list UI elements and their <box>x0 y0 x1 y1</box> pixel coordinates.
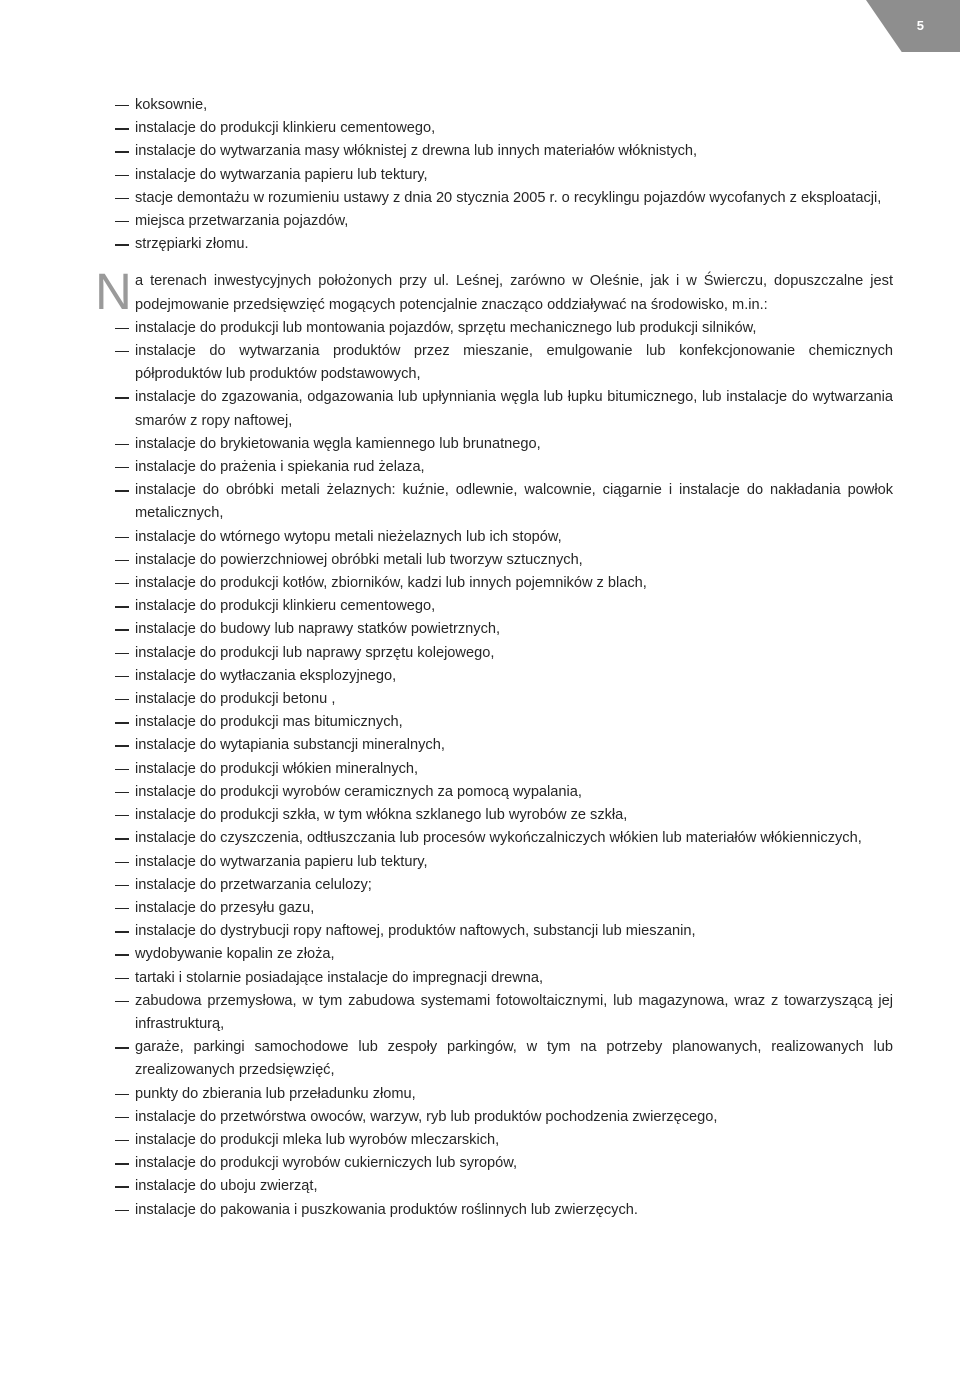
list-item: instalacje do wytwarzania masy włóknistej z drewna lub innych materiałów włóknistych, <box>113 140 893 163</box>
top-list <box>113 94 893 256</box>
document-body <box>95 94 893 1222</box>
list-item: garaże, parkingi samochodowe lub zespoły parkingów, w tym na potrzeby planowanych, realizowanych lub zrealizowanych przedsięwzięć, <box>113 1036 893 1082</box>
page-number: 5 <box>916 18 924 33</box>
list-item: instalacje do produkcji wyrobów ceramicznych za pomocą wypalania, <box>113 781 893 804</box>
intro-text: a terenach inwestycyjnych położonych przy ul. Leśnej, zarówno w Oleśnie, jak i w Świerczu, dopuszczalne jest podejmowanie przedsięwzięć mogących potencjalnie znacząco oddziaływać na środowisko, m.in.: <box>135 273 893 313</box>
list-item: instalacje do produkcji szkła, w tym włókna szklanego lub wyrobów ze szkła, <box>113 804 893 827</box>
list-item: instalacje do wytwarzania papieru lub tektury, <box>113 851 893 874</box>
page-number-tab <box>866 0 960 52</box>
list-item: instalacje do wytwarzania produktów przez mieszanie, emulgowanie lub konfekcjonowanie chemicznych półproduktów lub produktów podstawowych, <box>113 340 893 386</box>
list-item: instalacje do obróbki metali żelaznych: kuźnie, odlewnie, walcownie, ciągarnie i instalacje do nakładania powłok metalicznych, <box>113 479 893 525</box>
list-item: instalacje do produkcji betonu , <box>113 688 893 711</box>
list-item: instalacje do wytwarzania papieru lub tektury, <box>113 164 893 187</box>
list-item: instalacje do przetwórstwa owoców, warzyw, ryb lub produktów pochodzenia zwierzęcego, <box>113 1106 893 1129</box>
list-item: instalacje do produkcji wyrobów cukierniczych lub syropów, <box>113 1152 893 1175</box>
list-item: instalacje do produkcji lub naprawy sprzętu kolejowego, <box>113 642 893 665</box>
list-item: miejsca przetwarzania pojazdów, <box>113 210 893 233</box>
list-item: instalacje do wytapiania substancji mineralnych, <box>113 734 893 757</box>
intro-paragraph <box>95 263 893 321</box>
list-item: instalacje do prażenia i spiekania rud żelaza, <box>113 456 893 479</box>
list-item: instalacje do budowy lub naprawy statków powietrznych, <box>113 618 893 641</box>
list-item: instalacje do produkcji mas bitumicznych, <box>113 711 893 734</box>
list-item: instalacje do produkcji lub montowania pojazdów, sprzętu mechanicznego lub produkcji silników, <box>113 317 893 340</box>
list-item: instalacje do wytłaczania eksplozyjnego, <box>113 665 893 688</box>
list-item: punkty do zbierania lub przeładunku złomu, <box>113 1083 893 1106</box>
list-item: tartaki i stolarnie posiadające instalacje do impregnacji drewna, <box>113 967 893 990</box>
list-item: instalacje do powierzchniowej obróbki metali lub tworzyw sztucznych, <box>113 549 893 572</box>
list-item: instalacje do czyszczenia, odtłuszczania lub procesów wykończalniczych włókien lub materiałów włókienniczych, <box>113 827 893 850</box>
list-item: instalacje do uboju zwierząt, <box>113 1175 893 1198</box>
list-item: instalacje do produkcji klinkieru cementowego, <box>113 117 893 140</box>
list-item: strzępiarki złomu. <box>113 233 893 256</box>
list-item: instalacje do brykietowania węgla kamiennego lub brunatnego, <box>113 433 893 456</box>
drop-cap: N <box>95 263 132 321</box>
list-item: instalacje do wtórnego wytopu metali nieżelaznych lub ich stopów, <box>113 526 893 549</box>
list-item: instalacje do dystrybucji ropy naftowej, produktów naftowych, substancji lub mieszanin, <box>113 920 893 943</box>
list-item: stacje demontażu w rozumieniu ustawy z dnia 20 stycznia 2005 r. o recyklingu pojazdów wycofanych z eksploatacji, <box>113 187 893 210</box>
list-item: instalacje do produkcji mleka lub wyrobów mleczarskich, <box>113 1129 893 1152</box>
list-item: wydobywanie kopalin ze złoża, <box>113 943 893 966</box>
list-item: instalacje do produkcji kotłów, zbiorników, kadzi lub innych pojemników z blach, <box>113 572 893 595</box>
list-item: instalacje do pakowania i puszkowania produktów roślinnych lub zwierzęcych. <box>113 1199 893 1222</box>
list-item: zabudowa przemysłowa, w tym zabudowa systemami fotowoltaicznymi, lub magazynowa, wraz z towarzyszącą jej infrastrukturą, <box>113 990 893 1036</box>
list-item: instalacje do przesyłu gazu, <box>113 897 893 920</box>
list-item: instalacje do produkcji włókien mineralnych, <box>113 758 893 781</box>
main-list <box>113 317 893 1222</box>
list-item: koksownie, <box>113 94 893 117</box>
list-item: instalacje do przetwarzania celulozy; <box>113 874 893 897</box>
list-item: instalacje do zgazowania, odgazowania lub upłynniania węgla lub łupku bitumicznego, lub instalacje do wytwarzania smarów z ropy naftowej, <box>113 386 893 432</box>
list-item: instalacje do produkcji klinkieru cementowego, <box>113 595 893 618</box>
